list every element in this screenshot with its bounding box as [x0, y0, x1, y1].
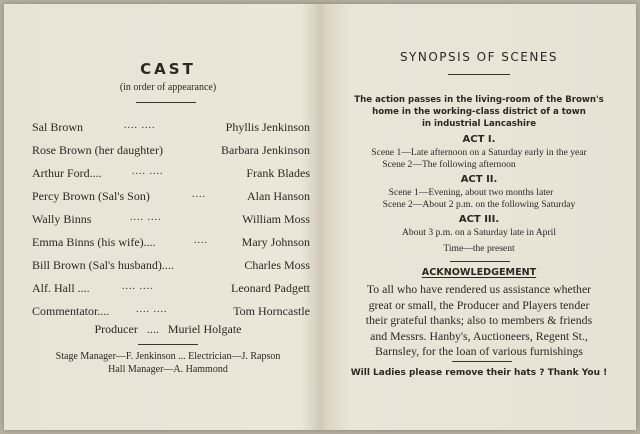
act1-scene1: Scene 1—Late afternoon on a Saturday early in the year: [371, 147, 587, 158]
cast-entry: [32, 281, 310, 297]
cast-actor: Leonard Padgett: [231, 281, 310, 295]
cast-role: Emma Binns (his wife)....: [32, 235, 156, 249]
hall-manager-line: Hall Manager—A. Hammond: [108, 364, 228, 375]
cast-divider: [136, 102, 196, 103]
cast-dots: .... ....: [136, 304, 168, 315]
act1-scene2: Scene 2—The following afternoon: [382, 159, 516, 170]
cast-role: Bill Brown (Sal's husband)....: [32, 258, 174, 272]
cast-entry: [32, 212, 310, 228]
cast-actor: Phyllis Jenkinson: [225, 120, 310, 134]
ack-line: their grateful thanks; also to members & friends: [365, 313, 593, 327]
ack-line: To all who have rendered us assistance whether: [366, 282, 592, 296]
cast-entry: [32, 304, 310, 320]
cast-dots: .... ....: [124, 120, 156, 131]
intro-line: The action passes in the living-room of the Brown's: [354, 95, 604, 105]
programme-spread: [4, 4, 636, 430]
synopsis-title: SYNOPSIS OF SCENES: [399, 50, 559, 64]
cast-actor: William Moss: [242, 212, 310, 226]
cast-role: Wally Binns: [32, 212, 92, 226]
synopsis-intro: [322, 94, 636, 130]
cast-entry: [32, 120, 310, 136]
cast-actor: Barbara Jenkinson: [221, 143, 310, 157]
cast-actor: Charles Moss: [244, 258, 310, 272]
cast-title: CAST: [140, 60, 196, 78]
cast-dots: ....: [192, 189, 206, 200]
cast-actor: Alan Hanson: [247, 189, 310, 203]
cast-dots: ....: [194, 235, 208, 246]
time-line: Time—the present: [443, 243, 515, 254]
producer-divider: [138, 344, 198, 345]
cast-entry: [32, 189, 310, 205]
act3-heading: ACT III.: [458, 214, 500, 225]
synopsis-divider: [448, 74, 510, 75]
cast-entry: [32, 258, 310, 274]
time-divider: [450, 261, 510, 262]
act1-heading: ACT I.: [462, 134, 496, 145]
cast-subtitle: (in order of appearance): [119, 82, 217, 93]
ack-divider: [452, 361, 512, 362]
intro-line: in industrial Lancashire: [421, 119, 537, 129]
cast-role: Alf. Hall ....: [32, 281, 90, 295]
cast-role: Percy Brown (Sal's Son): [32, 189, 150, 203]
act2-scene1: Scene 1—Evening, about two months later: [388, 187, 554, 198]
act3-line: About 3 p.m. on a Saturday late in April: [401, 227, 556, 238]
cast-actor: Tom Horncastle: [233, 304, 310, 318]
cast-dots: .... ....: [122, 281, 154, 292]
ack-line: Barnsley, for the loan of various furnishings: [375, 344, 583, 358]
producer-line: [34, 322, 302, 337]
cast-entry: [32, 143, 310, 159]
cast-role: Commentator....: [32, 304, 110, 318]
cast-dots: .... ....: [130, 212, 162, 223]
cast-page: [4, 4, 322, 430]
cast-entry: [32, 235, 310, 251]
producer-dots: ....: [146, 322, 159, 336]
act2-heading: ACT II.: [460, 174, 498, 185]
cast-role: Arthur Ford....: [32, 166, 102, 180]
cast-role: Sal Brown: [32, 120, 83, 134]
cast-dots: .... ....: [132, 166, 164, 177]
ack-line: great or small, the Producer and Players tender: [368, 297, 590, 312]
acknowledgement-body: [322, 282, 636, 360]
closing-note: Will Ladies please remove their hats ? Thank You !: [350, 368, 608, 378]
cast-entry: [32, 166, 310, 182]
stage-manager-line: Stage Manager—F. Jenkinson ... Electrician—J. Rapson: [55, 351, 281, 362]
cast-role: Rose Brown (her daughter): [32, 143, 163, 157]
act2-scene2: Scene 2—About 2 p.m. on the following Saturday: [382, 199, 576, 210]
producer-name: Muriel Holgate: [167, 322, 242, 336]
acknowledgement-heading: ACKNOWLEDGEMENT: [421, 267, 537, 278]
cast-actor: Frank Blades: [246, 166, 310, 180]
cast-actor: Mary Johnson: [241, 235, 310, 249]
synopsis-page: [322, 4, 636, 430]
intro-line: home in the working-class district of a town: [372, 107, 586, 117]
producer-label: Producer: [94, 322, 138, 336]
ack-line: and Messrs. Hanby's, Auctioneers, Regent St.,: [370, 328, 588, 343]
